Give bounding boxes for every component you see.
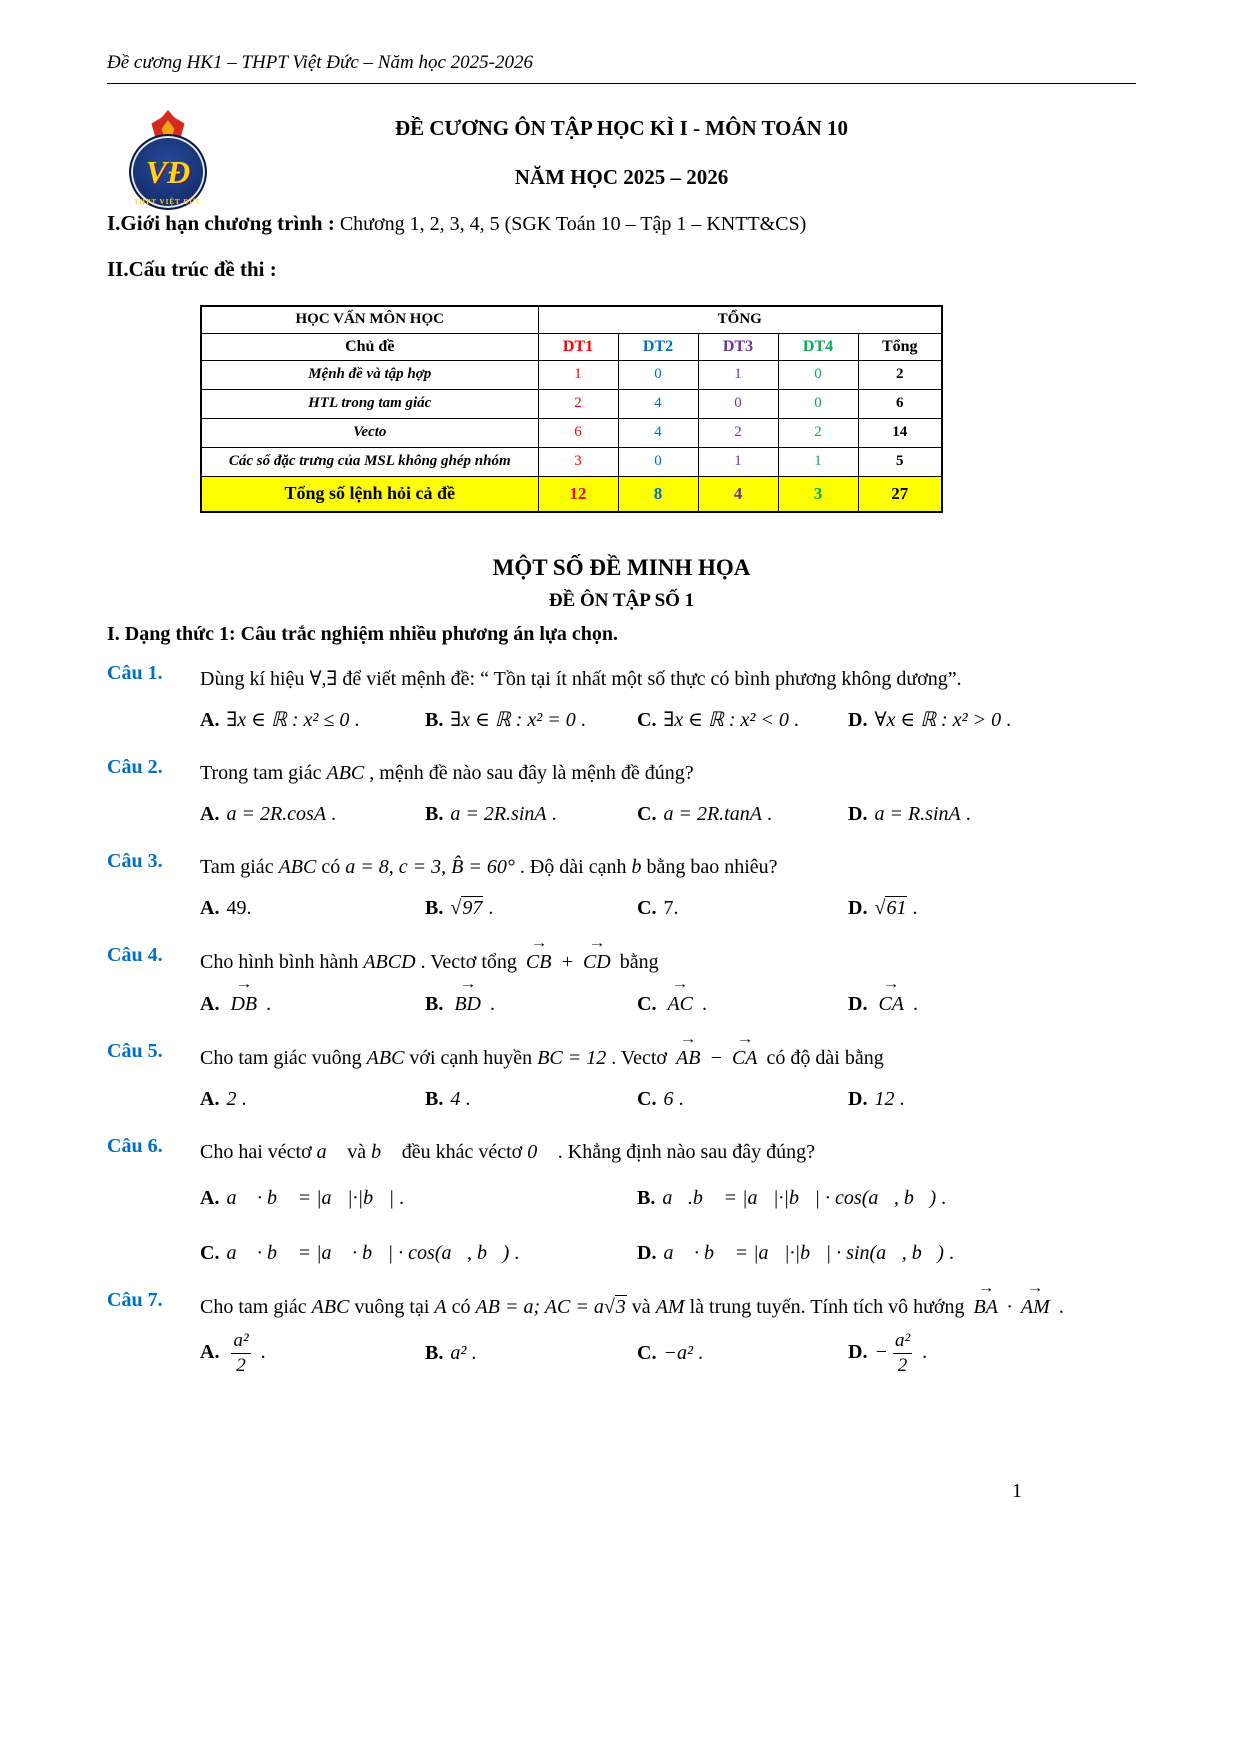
answer-option (200, 795, 425, 834)
option-letter: D. (848, 709, 868, 731)
fraction-numerator: a² (894, 1330, 911, 1351)
question-text (200, 756, 1136, 790)
question-number: Câu 2. (107, 756, 163, 778)
table-total-cell: 12 (538, 476, 618, 512)
question-number: Câu 1. (107, 662, 163, 684)
option-letter: B. (425, 1341, 444, 1364)
table-cell: 0 (618, 360, 698, 389)
question (107, 662, 1136, 740)
scope-text: Chương 1, 2, 3, 4, 5 (SGK Toán 10 – Tập 1 – KNTT&CS) (334, 213, 807, 235)
table-cell: 1 (778, 447, 858, 476)
text: để viết mệnh đề: “ Tồn tại ít nhất một số thực có bình phương không dương”. (337, 668, 962, 690)
document-title: ĐỀ CƯƠNG ÔN TẬP HỌC KÌ I - MÔN TOÁN 10 (394, 116, 849, 140)
text: . (255, 1340, 266, 1363)
table-total-cell: 8 (618, 476, 698, 512)
option-letter: D. (848, 897, 868, 919)
answer-option (637, 984, 848, 1024)
text: . (483, 897, 494, 919)
text: là trung tuyến. Tính tích vô hướng (684, 1296, 970, 1318)
question-number: Câu 6. (107, 1135, 163, 1157)
option-letter: A. (200, 1187, 220, 1209)
math-expression: a = 8, c = 3, B̂ = 60° (345, 856, 515, 878)
table-column-header: DT4 (778, 333, 858, 360)
question-content (200, 1135, 1136, 1273)
question-list (107, 662, 1136, 1378)
text: . (943, 1242, 954, 1264)
vector-notation: → AC (667, 984, 693, 1024)
option-letter: A. (200, 897, 220, 919)
math-expression: 12 (874, 1088, 895, 1110)
text: có (446, 1296, 476, 1318)
answer-options (200, 984, 1136, 1024)
option-letter: C. (637, 1341, 657, 1364)
vector-notation: → CA (732, 1040, 758, 1075)
fraction (228, 1329, 253, 1378)
vector-notation: → CD (583, 944, 611, 979)
text: . (697, 993, 708, 1015)
option-letter: A. (200, 993, 220, 1015)
vector-notation: → BD (454, 984, 481, 1024)
question (107, 756, 1136, 834)
option-letter: C. (200, 1242, 220, 1264)
answer-option (200, 1080, 425, 1119)
option-letter: C. (637, 803, 657, 825)
math-expression: ABC (326, 762, 365, 784)
answer-options (200, 889, 1136, 928)
table-group-header-row (201, 306, 942, 333)
math-expression: a⃗ · b⃗ = |a⃗ · b⃗| · cos(a⃗, b⃗) (226, 1242, 510, 1264)
math-expression: ∀,∃ (309, 668, 338, 690)
option-letter: B. (425, 1088, 444, 1110)
question-content (200, 944, 1136, 1024)
question (107, 1135, 1136, 1273)
logo-shield (129, 134, 207, 210)
text: . (960, 803, 971, 825)
table-group-header-right: TỔNG (538, 306, 942, 333)
table-column-header-row (201, 333, 942, 360)
text: có (316, 856, 346, 878)
table-column-header: DT3 (698, 333, 778, 360)
text: . (1001, 709, 1012, 731)
table-cell: 14 (858, 418, 942, 447)
vector-notation: → CB (526, 944, 552, 979)
question-content (200, 662, 1136, 740)
text: . Khẳng định nào sau đây đúng? (552, 1141, 815, 1163)
text: đều khác véctơ (396, 1141, 528, 1163)
text: . (236, 1088, 247, 1110)
table-cell: 1 (538, 360, 618, 389)
table-row-label: HTL trong tam giác (201, 389, 538, 418)
math-expression: ABCD (363, 951, 416, 973)
question (107, 944, 1136, 1024)
question-number: Câu 5. (107, 1040, 163, 1062)
text: , mệnh đề nào sau đây là mệnh đề đúng? (364, 762, 694, 784)
math-expression: ∃x ∈ ℝ : x² < 0 (663, 709, 789, 731)
answer-option (637, 701, 848, 740)
table-cell: 1 (698, 447, 778, 476)
answer-option (200, 984, 425, 1024)
math-expression: a⃗ (316, 1141, 343, 1163)
text: . (761, 803, 772, 825)
table-row (201, 360, 942, 389)
math-expression: AB = a; AC = a (475, 1296, 604, 1318)
text: . (936, 1187, 947, 1209)
option-letter: A. (200, 803, 220, 825)
table-cell: 2 (858, 360, 942, 389)
answer-option (848, 701, 1136, 740)
text: . (907, 897, 918, 919)
answer-option (848, 1080, 1136, 1119)
vector-notation: → AM (1021, 1289, 1050, 1324)
option-letter: B. (425, 897, 444, 919)
answer-option (425, 1334, 637, 1373)
option-letter: B. (425, 709, 444, 731)
math-expression: ∀x ∈ ℝ : x² > 0 (874, 709, 1002, 731)
text: Cho tam giác (200, 1296, 312, 1318)
option-letter: C. (637, 709, 657, 731)
option-letter: A. (200, 1340, 220, 1363)
answer-option (637, 889, 848, 928)
math-expression: 4 (450, 1088, 461, 1110)
structure-label: II.Cấu trúc đề thi : (107, 257, 277, 281)
answer-option (425, 889, 637, 928)
table-column-header: Tổng (858, 333, 942, 360)
running-header (107, 52, 1136, 84)
answer-option (425, 1080, 637, 1119)
question-text (200, 944, 1136, 979)
table-cell: 0 (778, 360, 858, 389)
question-number: Câu 3. (107, 850, 163, 872)
text: . (917, 1340, 928, 1363)
table-row-label: Vecto (201, 418, 538, 447)
answer-option (848, 795, 1136, 834)
heading-section-format-1: I. Dạng thức 1: Câu trắc nghiệm nhiều phương án lựa chọn. (107, 623, 619, 645)
text: bằng bao nhiêu? (641, 856, 778, 878)
math-expression: −a² (663, 1341, 693, 1364)
table-total-row (201, 476, 942, 512)
vector-notation: → BA (973, 1289, 997, 1324)
option-letter: C. (637, 897, 657, 919)
text: có độ dài bằng (761, 1047, 884, 1069)
option-letter: D. (848, 1088, 868, 1110)
answer-option (637, 1334, 848, 1373)
option-letter: D. (848, 1340, 868, 1363)
math-expression: a = R.sinA (874, 803, 961, 825)
math-expression: 2 (226, 1088, 237, 1110)
title-block (107, 116, 1136, 190)
heading-exam-set-1: ĐỀ ÔN TẬP SỐ 1 (548, 590, 695, 611)
table-total-cell: 4 (698, 476, 778, 512)
answer-options (200, 795, 1136, 834)
question-number: Câu 7. (107, 1289, 163, 1311)
math-expression: ∃x ∈ ℝ : x² ≤ 0 (226, 709, 350, 731)
math-expression: BC = 12 (537, 1047, 607, 1069)
text: . (261, 993, 272, 1015)
sqrt-expression (604, 1295, 627, 1318)
text: . Vectơ (606, 1047, 673, 1069)
question-text (200, 1040, 1136, 1075)
fraction-numerator: a² (233, 1330, 249, 1351)
answer-option (200, 701, 425, 740)
sqrt-expression (450, 896, 483, 919)
table-cell: 2 (538, 389, 618, 418)
text: . (908, 993, 919, 1015)
table-column-header: DT1 (538, 333, 618, 360)
table-row-label: Các số đặc trưng của MSL không ghép nhóm (201, 447, 538, 476)
question-content (200, 1289, 1136, 1378)
table-total-cell: 27 (858, 476, 942, 512)
text: . (673, 1088, 684, 1110)
math-expression: 0⃗ (527, 1141, 553, 1163)
math-expression: a = 2R.tanA (663, 803, 762, 825)
text: với cạnh huyền (404, 1047, 538, 1069)
heading-sample-exams: MỘT SỐ ĐỀ MINH HỌA (492, 555, 751, 580)
scope-line (107, 211, 1136, 236)
table-cell: 2 (698, 418, 778, 447)
question (107, 1289, 1136, 1378)
option-letter: B. (637, 1187, 656, 1209)
text: . (575, 709, 586, 731)
text: 49. (226, 897, 252, 919)
text: vuông tại (349, 1296, 435, 1318)
math-expression: a² (450, 1341, 467, 1364)
answer-option (637, 1080, 848, 1119)
text: . (349, 709, 360, 731)
text: và (342, 1141, 372, 1163)
answer-option (425, 795, 637, 834)
math-expression: ABC (366, 1047, 405, 1069)
math-expression: b⃗ (371, 1141, 397, 1163)
option-letter: C. (637, 993, 657, 1015)
text: bằng (614, 951, 659, 973)
sqrt-expression (874, 896, 907, 919)
option-letter: D. (637, 1242, 657, 1264)
answer-options (200, 701, 1136, 740)
fraction-denominator: 2 (231, 1353, 251, 1378)
text: . (692, 1341, 703, 1364)
question-text (200, 850, 1136, 884)
table-row (201, 389, 942, 418)
school-logo (126, 110, 210, 214)
option-letter: D. (848, 803, 868, 825)
option-letter: C. (637, 1088, 657, 1110)
text: . (326, 803, 337, 825)
option-letter: D. (848, 993, 868, 1015)
question-content (200, 756, 1136, 834)
answer-options (200, 1080, 1136, 1119)
option-letter: A. (200, 709, 220, 731)
radicand: 97 (462, 897, 483, 919)
table-cell: 6 (538, 418, 618, 447)
answer-option (425, 984, 637, 1024)
scope-label: I.Giới hạn chương trình : (107, 211, 335, 235)
table-cell: 4 (618, 418, 698, 447)
table-column-header: Chủ đề (201, 333, 538, 360)
math-expression: A (434, 1296, 447, 1318)
math-expression: 6 (663, 1088, 674, 1110)
answer-option (425, 701, 637, 740)
fraction-denominator: 2 (893, 1353, 913, 1378)
math-expression: a = 2R.cosA (226, 803, 327, 825)
math-expression: − (704, 1047, 728, 1069)
question-content (200, 850, 1136, 928)
table-cell: 6 (858, 389, 942, 418)
math-expression: b (631, 856, 642, 878)
answer-option (200, 889, 425, 928)
answer-options (200, 1329, 1136, 1378)
answer-option (637, 795, 848, 834)
table-cell: 0 (698, 389, 778, 418)
text: . (546, 803, 557, 825)
question-content (200, 1040, 1136, 1119)
text: . (466, 1341, 477, 1364)
question-text (200, 1289, 1136, 1324)
text: . (394, 1187, 405, 1209)
table-cell: 3 (538, 447, 618, 476)
math-expression: ABC (278, 856, 317, 878)
vector-notation: → DB (230, 984, 257, 1024)
math-expression: a⃗ · b⃗ = |a⃗|·|b⃗| (226, 1187, 395, 1209)
table-cell: 0 (618, 447, 698, 476)
radicand: 61 (886, 897, 907, 919)
text: Tam giác (200, 856, 279, 878)
answer-option (637, 1179, 1136, 1218)
text: 7. (663, 897, 679, 919)
text: Cho hình bình hành (200, 951, 364, 973)
text: Dùng kí hiệu (200, 668, 310, 690)
vector-notation: → AB (676, 1040, 700, 1075)
option-letter: A. (200, 1088, 220, 1110)
math-expression: ABC (311, 1296, 350, 1318)
math-expression: a⃗ · b⃗ = |a⃗|·|b⃗| · sin(a⃗, b⃗) (663, 1242, 944, 1264)
table-row (201, 447, 942, 476)
question-text (200, 662, 1136, 696)
question (107, 1040, 1136, 1119)
table-total-label: Tổng số lệnh hỏi cả đề (201, 476, 538, 512)
option-letter: B. (425, 993, 444, 1015)
text: Cho hai véctơ (200, 1141, 317, 1163)
structure-line (107, 257, 1136, 282)
question-number: Câu 4. (107, 944, 163, 966)
math-expression: − (874, 1340, 888, 1363)
answer-option (200, 1234, 637, 1273)
question-text (200, 1135, 1136, 1169)
text: . Vectơ tổng (415, 951, 522, 973)
math-expression: · (1001, 1296, 1017, 1318)
page-number: 1 (1012, 1480, 1022, 1502)
answer-option (848, 1329, 1136, 1378)
question (107, 850, 1136, 928)
answer-option (200, 1179, 637, 1218)
running-header-text: Đề cương HK1 – THPT Việt Đức – Năm học 2025-2026 (107, 52, 533, 73)
table-row (201, 418, 942, 447)
table-cell: 4 (618, 389, 698, 418)
fraction (890, 1329, 915, 1378)
math-expression: ∃x ∈ ℝ : x² = 0 (450, 709, 576, 731)
text: . (460, 1088, 471, 1110)
text: . (1053, 1296, 1064, 1318)
answer-option (848, 889, 1136, 928)
math-expression: a = 2R.sinA (450, 803, 547, 825)
table-row-label: Mệnh đề và tập hợp (201, 360, 538, 389)
text: . (894, 1088, 905, 1110)
text: . (509, 1242, 520, 1264)
text: . (485, 993, 496, 1015)
answer-option (848, 984, 1136, 1024)
answer-option (200, 1329, 425, 1378)
math-expression: + (555, 951, 579, 973)
text: . (788, 709, 799, 731)
table-column-header: DT2 (618, 333, 698, 360)
math-expression: a⃗.b⃗ = |a⃗|·|b⃗| · cos(a⃗, b⃗) (662, 1187, 937, 1209)
table-cell: 5 (858, 447, 942, 476)
table-total-cell: 3 (778, 476, 858, 512)
math-expression: AM (655, 1296, 685, 1318)
vector-notation: → CA (878, 984, 904, 1024)
text: Cho tam giác vuông (200, 1047, 367, 1069)
logo-school-name: THPT VIỆT ĐỨC (134, 198, 202, 206)
option-letter: B. (425, 803, 444, 825)
answer-options (200, 1179, 1136, 1273)
table-cell: 1 (698, 360, 778, 389)
text: và (626, 1296, 656, 1318)
table-cell: 2 (778, 418, 858, 447)
logo-initials: VĐ (145, 153, 191, 190)
table-cell: 0 (778, 389, 858, 418)
exam-structure-table (200, 305, 943, 513)
text: Trong tam giác (200, 762, 327, 784)
text: . Độ dài cạnh (514, 856, 632, 878)
answer-option (637, 1234, 1136, 1273)
table-group-header-left: HỌC VẤN MÔN HỌC (201, 306, 538, 333)
radicand: 3 (615, 1296, 626, 1318)
school-year-title: NĂM HỌC 2025 – 2026 (514, 165, 729, 189)
